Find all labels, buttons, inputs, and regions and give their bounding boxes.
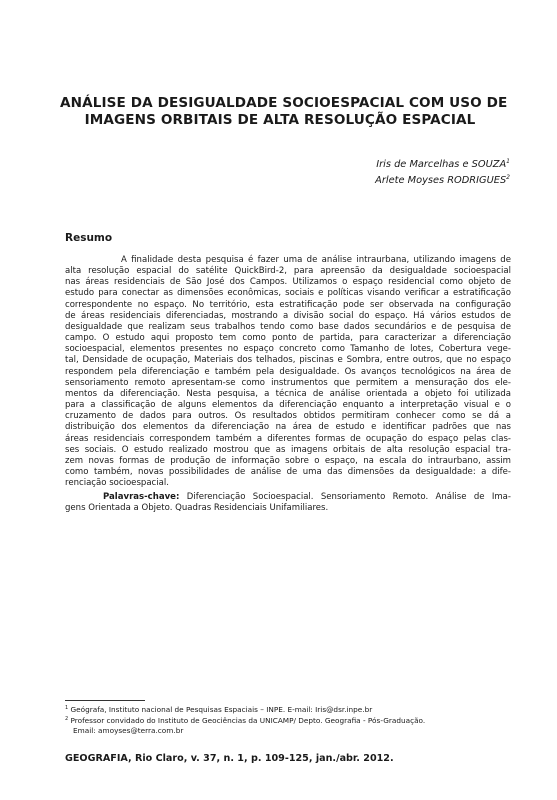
keywords-text-1: Diferenciação Socioespacial. Sensoriamento Remoto. Análise de Ima- — [186, 492, 511, 503]
abstract-line: estudo para conectar as dimensões econômicas, sociais e políticas visando verificar a estratificação — [65, 288, 511, 299]
abstract-line: cruzamento de dados para outros. Os resultados obtidos permitiram conhecer como se dá a — [65, 411, 511, 422]
author-2 — [375, 173, 510, 189]
author-1-name: Iris de Marcelhas e SOUZA — [376, 159, 507, 170]
footnotes — [65, 705, 511, 737]
abstract-line: A finalidade desta pesquisa é fazer uma de análise intraurbana, utilizando imagens de — [121, 255, 511, 265]
abstract-line: ses sociais. O estudo realizado mostrou que as imagens orbitais de alta resolução espacial tra- — [65, 444, 511, 455]
author-2-note: 2 — [506, 174, 510, 181]
footnote-divider — [65, 700, 145, 701]
abstract-body — [65, 255, 511, 515]
abstract-line: sensoriamento remoto apresentam-se como instrumentos que permitem a mensuração dos ele- — [65, 377, 511, 388]
abstract-line: socioespacial, elementos presentes no espaço concreto como Tamanho de lotes, Cobertura vege- — [65, 344, 511, 355]
footnote-2-text: Professor convidado do Instituto de Geociências da UNICAMP/ Depto. Geografia - Pós-Graduação. — [70, 715, 426, 725]
abstract-line: tal, Densidade de ocupação, Materiais dos telhados, piscinas e Sombra, entre outros, que no espaço — [65, 355, 511, 366]
abstract-line: mentos da diferenciação. Nesta pesquisa, a técnica de análise orientada a objeto foi utilizada — [65, 388, 511, 399]
abstract-line: nas áreas residenciais de São José dos Campos. Utilizamos o espaço residencial como objeto de — [65, 277, 511, 288]
keywords-continuation: gens Orientada a Objeto. Quadras Residenciais Unifamiliares. — [65, 503, 329, 514]
title-line-2: IMAGENS ORBITAIS DE ALTA RESOLUÇÃO ESPACIAL — [84, 112, 476, 128]
author-list — [375, 157, 510, 189]
author-1 — [375, 157, 510, 173]
abstract-line: zem novas formas de produção de informação sobre o espaço, na escala do intraurbano, assim — [65, 455, 511, 466]
author-1-note: 1 — [506, 158, 510, 165]
abstract-line: áreas residenciais correspondem também a diferentes formas de ocupação do espaço pelas clas- — [65, 433, 511, 444]
abstract-line: desigualdade que realizam seus trabalhos tendo como base dados secundários e de pesquisa de — [65, 321, 511, 332]
keywords — [65, 492, 511, 503]
article-title — [60, 95, 508, 129]
abstract-heading: Resumo — [65, 232, 113, 244]
footnote-2-mark: 2 — [65, 715, 69, 722]
keywords-label: Palavras-chave: — [103, 492, 180, 503]
footnote-1-text: Geógrafa, Instituto nacional de Pesquisas Espaciais – INPE. E-mail: Iris@dsr.inpe.br — [70, 705, 373, 714]
abstract-line: respondem pela diferenciação e também pela desigualdade. Os avanços tecnológicos na área de — [65, 366, 511, 377]
author-2-name: Arlete Moyses RODRIGUES — [375, 175, 507, 186]
footnote-1-mark: 1 — [65, 705, 69, 711]
abstract-line: como também, novas possibilidades de análise de uma das dimensões da desigualdade: a dife- — [65, 466, 511, 477]
abstract-line: de áreas residenciais diferenciadas, mostrando a divisão social do espaço. Há vários estudos de — [65, 310, 511, 321]
footnote-2 — [65, 716, 511, 727]
journal-citation: GEOGRAFIA, Rio Claro, v. 37, n. 1, p. 109-125, jan./abr. 2012. — [65, 753, 394, 764]
abstract-line: correspondente no espaço. No território, esta estratificação pode ser observada na configuração — [65, 299, 511, 310]
footnote-1 — [65, 705, 511, 716]
footnote-2-continuation: Email: amoyses@terra.com.br — [73, 726, 184, 735]
abstract-line: renciação socioespacial. — [65, 478, 169, 489]
abstract-line: campo. O estudo aqui proposto tem como ponto de partida, para caracterizar a diferenciação — [65, 333, 511, 344]
abstract-line: para a classificação de alguns elementos da diferenciação enquanto a interpretação visual e o — [65, 400, 511, 411]
abstract-line: distribuição dos elementos da diferenciação na área de estudo e identificar padrões que nas — [65, 422, 511, 433]
abstract-line: alta resolução espacial do satélite QuickBird-2, para apreensão da desigualdade socioespacial — [65, 266, 511, 277]
title-line-1: ANÁLISE DA DESIGUALDADE SOCIOESPACIAL COM USO DE — [60, 95, 508, 111]
